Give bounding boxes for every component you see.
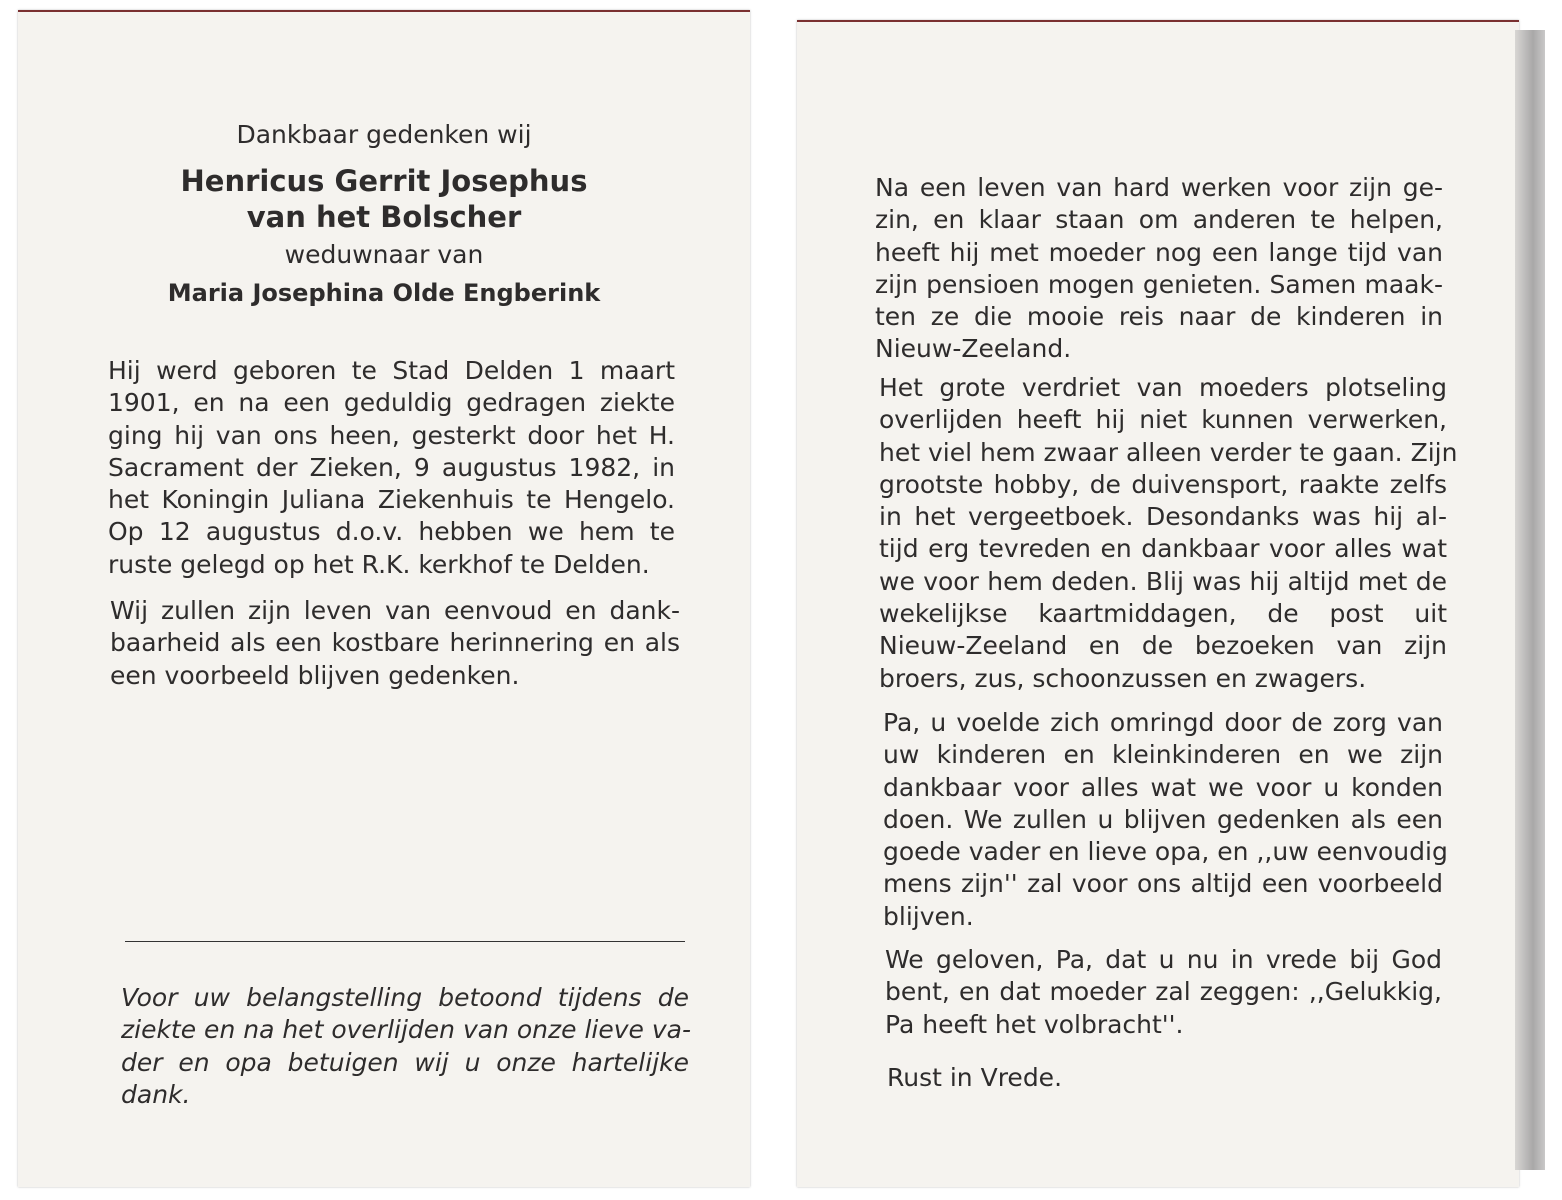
text-line: overlijden heeft hij niet kunnen verwerken, [879, 405, 1447, 435]
closing-text [887, 1062, 1444, 1094]
biography-paragraph [108, 355, 675, 581]
text-line: Pa, u voelde zich omringd door de zorg van [883, 708, 1443, 737]
text-line: Na een leven van hard werken voor zijn ge- [875, 173, 1443, 202]
text-line: mens zijn'' zal voor ons altijd een voorbeeld [883, 869, 1443, 899]
text-line: Rust in Vrede. [887, 1063, 1063, 1092]
text-line: goede vader en lieve opa, en ,,uw eenvoudig [883, 837, 1448, 867]
text-line: dankbaar voor alles wat we voor u konden [883, 772, 1443, 802]
text-line: blijven. [883, 901, 974, 931]
text-line: ziekte en na het overlijden van onze lieve va- [121, 1015, 691, 1045]
deceased-name-line2: van het Bolscher [246, 200, 522, 234]
faith-paragraph [885, 944, 1442, 1041]
text-line: Nieuw-Zeeland. [875, 334, 1072, 364]
grief-paragraph [879, 372, 1458, 695]
divider-line [125, 941, 685, 942]
text-line: der en opa betuigen wij u onze hartelijke [121, 1047, 689, 1077]
text-line: het viel hem zwaar alleen verder te gaan. Zijn [879, 437, 1458, 467]
text-line: bent, en dat moeder zal zeggen: ,,Gelukkig, [885, 977, 1442, 1007]
relation-text: weduwnaar van [284, 240, 484, 269]
text-line: we voor hem deden. Blij was hij altijd met de [879, 566, 1447, 596]
left-card [18, 10, 750, 1187]
text-line: zijn pensioen mogen genieten. Samen maak- [875, 269, 1443, 299]
deceased-name-line1: Henricus Gerrit Josephus [180, 164, 588, 198]
text-line: Pa heeft het volbracht''. [885, 1009, 1184, 1039]
text-line: Hij werd geboren te Stad Delden 1 maart [108, 356, 675, 385]
intro-text: Dankbaar gedenken wij [236, 120, 532, 149]
text-line: We geloven, Pa, dat u nu in vrede bij God [885, 945, 1442, 974]
text-line: Wij zullen zijn leven van eenvoud en dank- [110, 596, 680, 625]
text-line: het Koningin Juliana Ziekenhuis te Hengelo. [108, 485, 675, 515]
text-line: dank. [121, 1079, 191, 1109]
text-line: Voor uw belangstelling betoond tijdens de [121, 983, 689, 1012]
text-line: Sacrament der Zieken, 9 augustus 1982, in [108, 452, 675, 482]
text-line: doen. We zullen u blijven gedenken als een [883, 804, 1443, 834]
text-line: tijd erg tevreden en dankbaar voor alles wat [879, 534, 1447, 564]
text-line: 1901, en na een geduldig gedragen ziekte [108, 388, 675, 418]
text-line: baarheid als een kostbare herinnering en als [110, 628, 680, 658]
card-edge-shadow [1515, 30, 1545, 1170]
thanks-paragraph [121, 982, 689, 1111]
text-line: wekelijkse kaartmiddagen, de post uit [879, 599, 1447, 629]
remembrance-paragraph [110, 595, 680, 692]
text-line: Het grote verdriet van moeders plotseling [879, 373, 1447, 402]
right-card [797, 20, 1519, 1187]
text-line: zin, en klaar staan om anderen te helpen, [875, 205, 1443, 235]
family-paragraph [883, 707, 1448, 933]
text-line: uw kinderen en kleinkinderen en we zijn [883, 740, 1443, 770]
text-line: een voorbeeld blijven gedenken. [110, 660, 520, 690]
text-line: Op 12 augustus d.o.v. hebben we hem te [108, 517, 675, 547]
text-line: grootste hobby, de duivensport, raakte zelfs [879, 469, 1447, 499]
text-line: heeft hij met moeder nog een lange tijd van [875, 237, 1443, 267]
text-line: ten ze die mooie reis naar de kinderen in [875, 302, 1443, 332]
text-line: broers, zus, schoonzussen en zwagers. [879, 663, 1367, 693]
text-line: ging hij van ons heen, gesterkt door het H. [108, 420, 675, 450]
text-line: Nieuw-Zeeland en de bezoeken van zijn [879, 631, 1447, 661]
spouse-name: Maria Josephina Olde Engberink [167, 279, 601, 307]
text-line: in het vergeetboek. Desondanks was hij al- [879, 502, 1447, 532]
text-line: ruste gelegd op het R.K. kerkhof te Delden. [108, 549, 650, 579]
life-paragraph [875, 172, 1443, 366]
